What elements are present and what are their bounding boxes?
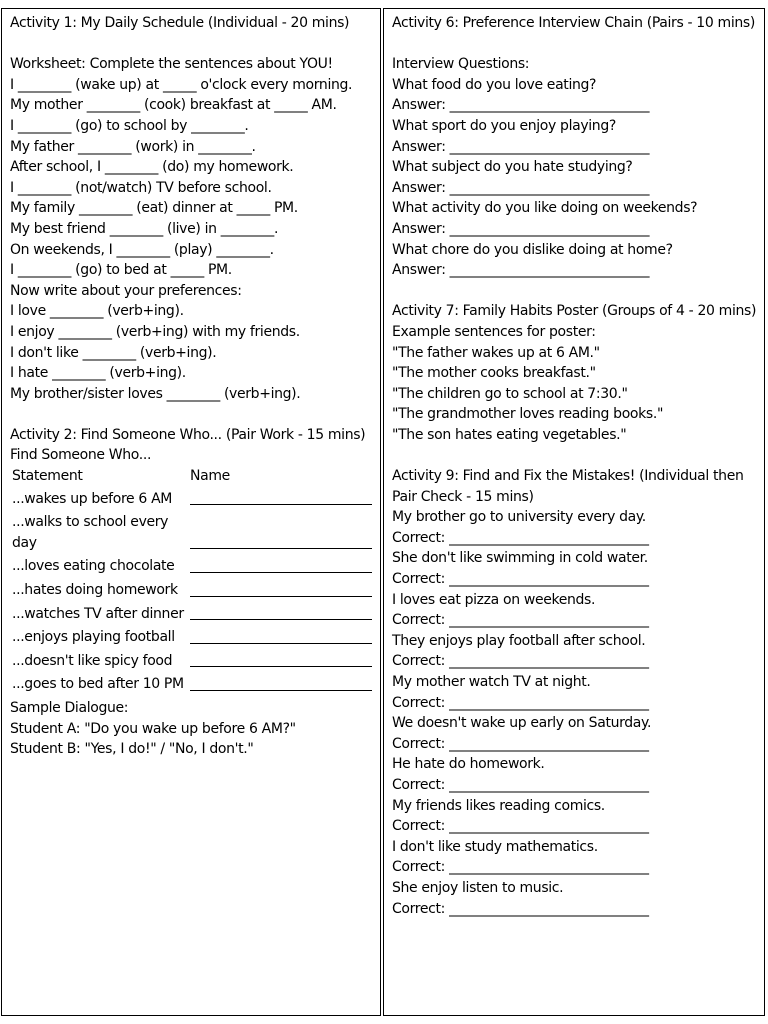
worksheet-line: I ________ (go) to bed at _____ PM.: [10, 262, 232, 279]
activity-2-title: Activity 2: Find Someone Who... (Pair Work - 15 mins): [10, 426, 366, 443]
worksheet-line: After school, I ________ (do) my homework.: [10, 159, 294, 176]
interview-questions: [392, 75, 758, 281]
answer-line: Answer: ______________________________: [392, 220, 650, 237]
question-line: What sport do you enjoy playing?: [392, 117, 616, 134]
table-row: [12, 580, 372, 604]
worksheet-line: My family ________ (eat) dinner at _____ PM.: [10, 200, 298, 217]
table-row: [12, 651, 372, 675]
mistake-line: She don't like swimming in cold water.: [392, 550, 648, 567]
activity-2-subtitle: Find Someone Who...: [10, 447, 152, 464]
left-column: [1, 8, 381, 1016]
poster-line: "The mother cooks breakfast.": [392, 365, 596, 382]
name-blank[interactable]: [190, 651, 372, 675]
worksheet-line: Worksheet: Complete the sentences about YOU!: [10, 56, 333, 73]
worksheet-line: I don't like ________ (verb+ing).: [10, 344, 217, 361]
name-blank[interactable]: [190, 489, 372, 513]
poster-line: "The father wakes up at 6 AM.": [392, 344, 600, 361]
activity-6-subtitle: Interview Questions:: [392, 56, 530, 73]
spacer: [10, 34, 374, 55]
mistake-line: My friends likes reading comics.: [392, 797, 605, 814]
answer-line: Answer: ______________________________: [392, 138, 650, 155]
worksheet-line: My best friend ________ (live) in ________.: [10, 220, 279, 237]
activity-1-title: Activity 1: My Daily Schedule (Individual - 20 mins): [10, 15, 350, 31]
name-blank[interactable]: [190, 604, 372, 628]
question-line: What activity do you like doing on weekends?: [392, 200, 698, 217]
dialogue-line: Student A: "Do you wake up before 6 AM?": [10, 720, 296, 737]
worksheet-line: I enjoy ________ (verb+ing) with my friends.: [10, 323, 300, 340]
table-row: [12, 489, 372, 513]
statement-cell: ...watches TV after dinner: [12, 605, 184, 622]
statement-cell: ...enjoys playing football: [12, 629, 175, 646]
table-row: [12, 512, 372, 556]
worksheet-line: Now write about your preferences:: [10, 282, 242, 299]
worksheet-line: My brother/sister loves ________ (verb+ing).: [10, 385, 301, 402]
dialogue-line: Student B: "Yes, I do!" / "No, I don't.": [10, 741, 254, 758]
worksheet-line: My mother ________ (cook) breakfast at _____ AM.: [10, 97, 337, 114]
correct-line: Correct: ______________________________: [392, 900, 649, 917]
worksheet-line: I hate ________ (verb+ing).: [10, 365, 186, 382]
poster-line: "The son hates eating vegetables.": [392, 426, 627, 443]
question-line: What chore do you dislike doing at home?: [392, 241, 673, 258]
correct-line: Correct: ______________________________: [392, 612, 649, 629]
question-line: What food do you love eating?: [392, 76, 597, 93]
statement-cell: ...doesn't like spicy food: [12, 652, 173, 669]
correct-line: Correct: ______________________________: [392, 694, 649, 711]
worksheet-line: On weekends, I ________ (play) ________.: [10, 241, 274, 258]
mistake-line: She enjoy listen to music.: [392, 879, 564, 896]
mistake-line: I don't like study mathematics.: [392, 838, 598, 855]
poster-line: Example sentences for poster:: [392, 323, 596, 340]
poster-examples: [392, 322, 758, 446]
mistake-line: They enjoys play football after school.: [392, 632, 646, 649]
answer-line: Answer: ______________________________: [392, 262, 650, 279]
activity-7-title: Activity 7: Family Habits Poster (Groups of 4 - 20 mins): [392, 303, 757, 320]
name-blank[interactable]: [190, 512, 372, 556]
statement-cell: ...wakes up before 6 AM: [12, 490, 173, 507]
table-header-row: [12, 466, 372, 489]
statement-cell: ...goes to bed after 10 PM: [12, 676, 184, 693]
table-row: [12, 674, 372, 698]
correct-line: Correct: ______________________________: [392, 571, 649, 588]
name-blank[interactable]: [190, 556, 372, 580]
worksheet-line: My father ________ (work) in ________.: [10, 138, 256, 155]
correct-line: Correct: ______________________________: [392, 859, 649, 876]
poster-line: "The children go to school at 7:30.": [392, 385, 628, 402]
spacer: [10, 404, 374, 425]
mistake-line: My mother watch TV at night.: [392, 674, 591, 690]
activity-1-sentences: [10, 54, 374, 404]
mistake-line: My brother go to university every day.: [392, 509, 646, 526]
find-someone-who-table: [12, 466, 372, 698]
name-blank[interactable]: [190, 580, 372, 604]
sample-dialogue-title: Sample Dialogue:: [10, 700, 129, 716]
worksheet-line: I ________ (not/watch) TV before school.: [10, 179, 272, 196]
name-header: Name: [190, 468, 230, 485]
mistake-line: I loves eat pizza on weekends.: [392, 591, 596, 608]
correct-line: Correct: ______________________________: [392, 653, 649, 670]
name-blank[interactable]: [190, 674, 372, 698]
worksheet-line: I ________ (wake up) at _____ o'clock every morning.: [10, 76, 353, 93]
activity-9-title: Activity 9: Find and Fix the Mistakes! (Individual then Pair Check - 15 mins): [392, 468, 744, 505]
correct-line: Correct: ______________________________: [392, 818, 649, 835]
statement-cell: ...loves eating chocolate: [12, 558, 175, 575]
worksheet-line: I ________ (go) to school by ________.: [10, 117, 249, 134]
mistake-line: We doesn't wake up early on Saturday.: [392, 715, 652, 732]
worksheet-line: I love ________ (verb+ing).: [10, 303, 184, 320]
correct-line: Correct: ______________________________: [392, 776, 649, 793]
spacer: [392, 281, 758, 302]
table-row: [12, 556, 372, 580]
correct-line: Correct: ______________________________: [392, 735, 649, 752]
question-line: What subject do you hate studying?: [392, 159, 633, 176]
answer-line: Answer: ______________________________: [392, 179, 650, 196]
table-row: [12, 627, 372, 651]
activity-6-title: Activity 6: Preference Interview Chain (Pairs - 10 mins): [392, 15, 755, 31]
statement-cell: ...hates doing homework: [12, 582, 178, 599]
answer-line: Answer: ______________________________: [392, 97, 650, 114]
spacer: [392, 34, 758, 55]
mistake-sentences: [392, 507, 758, 919]
table-row: [12, 604, 372, 628]
statement-header: Statement: [12, 468, 83, 485]
spacer: [392, 445, 758, 466]
statement-cell: ...walks to school every day: [12, 514, 169, 551]
right-column: [383, 8, 765, 1016]
name-blank[interactable]: [190, 627, 372, 651]
correct-line: Correct: ______________________________: [392, 529, 649, 546]
poster-line: "The grandmother loves reading books.": [392, 406, 664, 423]
mistake-line: He hate do homework.: [392, 756, 545, 773]
